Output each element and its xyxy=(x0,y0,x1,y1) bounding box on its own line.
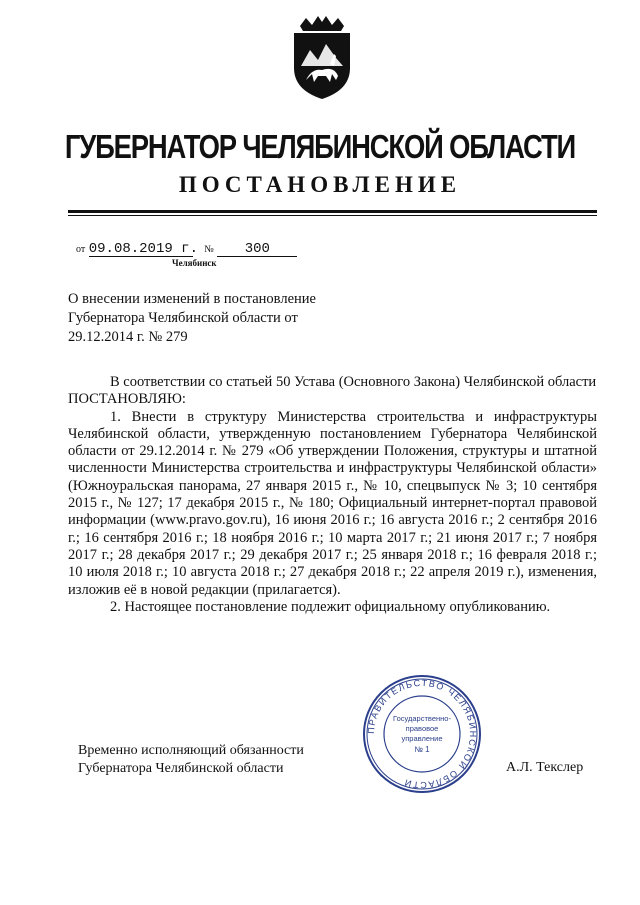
document-body xyxy=(68,374,597,616)
seal-inner-line-4: № 1 xyxy=(414,745,430,754)
official-seal-stamp xyxy=(360,672,484,796)
registration-line xyxy=(76,241,297,257)
document-type: ПОСТАНОВЛЕНИЕ xyxy=(178,172,462,197)
seal-inner-line-2: правовое xyxy=(405,724,439,733)
signer-position-line-2: Губернатора Челябинской области xyxy=(78,761,284,776)
coat-of-arms-icon xyxy=(290,16,354,100)
item-2-paragraph: 2. Настоящее постановление подлежит официальному опубликованию. xyxy=(110,598,551,615)
decree-word: ПОСТАНОВЛЯЮ: xyxy=(68,391,186,408)
preamble-paragraph: В соответствии со статьей 50 Устава (Основного Закона) Челябинской области xyxy=(110,374,597,390)
signer-position xyxy=(78,742,304,778)
governor-title: ГУБЕРНАТОР ЧЕЛЯБИНСКОЙ ОБЛАСТИ xyxy=(64,128,576,165)
seal-inner-line-1: Государственно- xyxy=(393,714,451,723)
header-rule-thick xyxy=(68,210,597,213)
signer-position-line-1: Временно исполняющий обязанности xyxy=(78,743,304,758)
document-subject: О внесении изменений в постановление Губернатора Челябинской области от 29.12.2014 г. № 279 xyxy=(68,291,316,345)
item-1-paragraph: 1. Внести в структуру Министерства строительства и инфраструктуры Челябинской области, утвержденную постановлением Губернатора Челябинской области от 29.12.2014 г. № 279 «Об утверждении Положения, структуры и штатной численности Министерства строительства и инфраструктуры Челябинской области» (Южноуральская панорама, 27 января 2015 г., № 10, спецвыпуск № 3; 10 сентября 2015 г., № 127; 17 декабря 2015 г., № 180; Официальный интернет-портал правовой информации (www.pravo.gov.ru), 16 июня 2016 г.; 16 августа 2016 г.; 2 сентября 2016 г.; 16 сентября 2016 г.; 18 ноября 2016 г.; 10 марта 2017 г.; 21 июня 2017 г.; 7 ноября 2017 г.; 28 декабря 2017 г.; 29 декабря 2017 г.; 25 января 2018 г.; 16 февраля 2018 г.; 10 июля 2018 г.; 10 августа 2018 г.; 27 декабря 2018 г.; 22 апреля 2019 г.), изменения, изложив её в новой редакции (прилагается). xyxy=(68,408,597,598)
seal-outer-text: ПРАВИТЕЛЬСТВО ЧЕЛЯБИНСКОЙ ОБЛАСТИ xyxy=(365,677,479,791)
city-name: Челябинск xyxy=(172,258,217,268)
header-rule-thin xyxy=(68,215,597,216)
date-label: от xyxy=(76,244,86,255)
signer-name: А.Л. Текслер xyxy=(506,760,584,775)
document-number: 300 xyxy=(217,242,297,257)
number-label: № xyxy=(204,244,214,255)
document-date: 09.08.2019 г. xyxy=(88,241,198,257)
seal-inner-line-3: управление xyxy=(401,734,443,743)
